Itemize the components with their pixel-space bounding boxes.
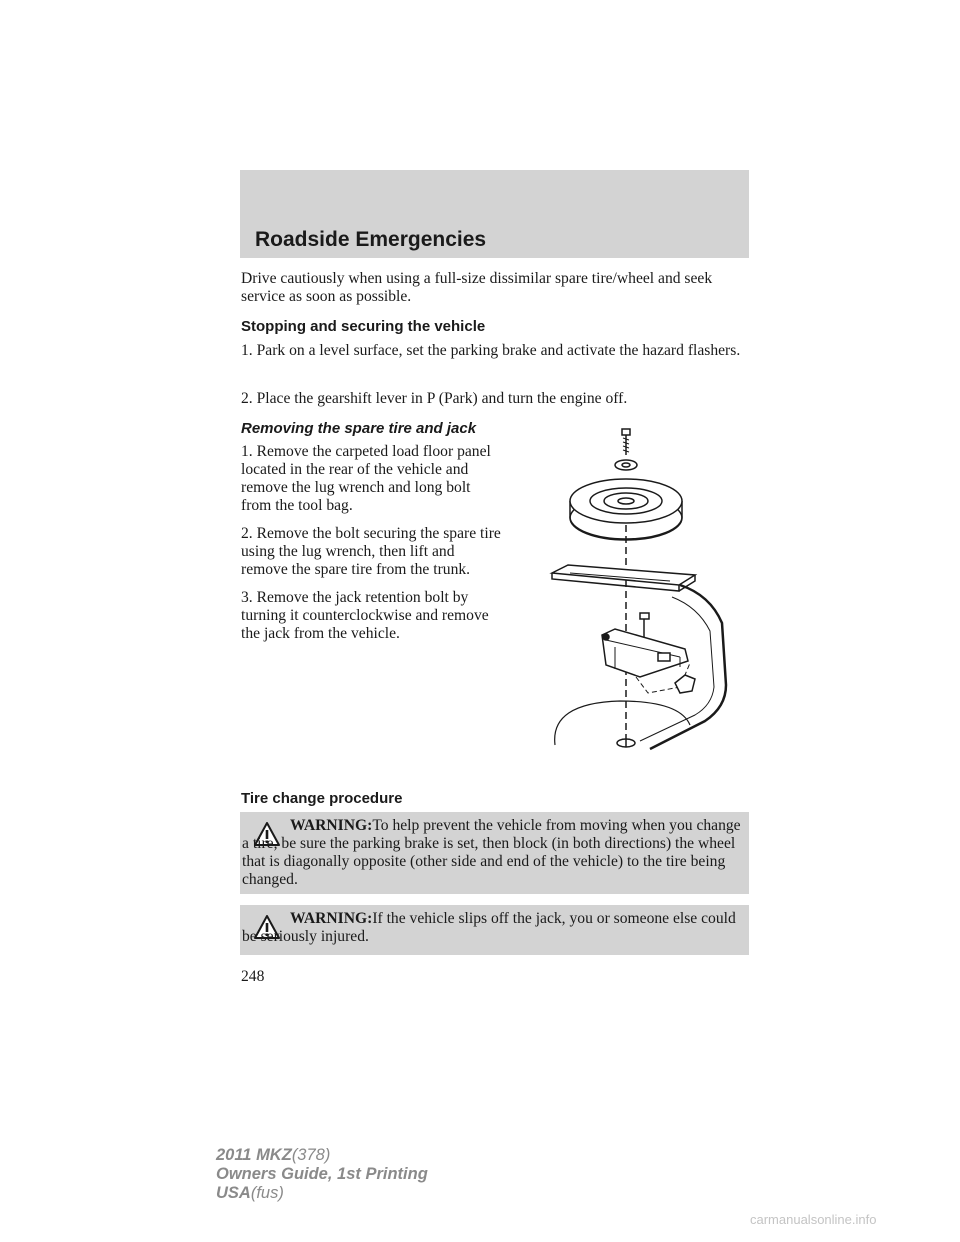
removing-step-2: 2. Remove the bolt securing the spare tire using the lug wrench, then lift and remove the spare tire from the trunk. xyxy=(241,525,501,578)
spare-tire-jack-illustration xyxy=(540,425,740,755)
removing-step-3: 3. Remove the jack retention bolt by turning it counterclockwise and remove the jack from the vehicle. xyxy=(241,589,489,642)
warning-box-1 xyxy=(240,812,749,894)
intro-paragraph: Drive cautiously when using a full-size dissimilar spare tire/wheel and seek service as soon as possible. xyxy=(241,270,713,305)
stopping-step-1: 1. Park on a level surface, set the parking brake and activate the hazard flashers. xyxy=(241,342,741,359)
removing-heading: Removing the spare tire and jack xyxy=(241,420,477,437)
page-number: 248 xyxy=(241,968,265,985)
warning-text-1 xyxy=(242,817,742,889)
warning-text-2 xyxy=(242,910,742,946)
removing-step-1: 1. Remove the carpeted load floor panel located in the rear of the vehicle and remove the lug wrench and long bolt from the tool bag. xyxy=(241,443,491,514)
stopping-step-2: 2. Place the gearshift lever in P (Park) and turn the engine off. xyxy=(241,390,628,407)
tire-change-heading: Tire change procedure xyxy=(241,790,403,807)
warning-label-1: WARNING: xyxy=(290,817,373,834)
footer-line-1: 2011 MKZ(378) xyxy=(216,1146,331,1164)
print-footer xyxy=(216,1146,428,1203)
watermark-link[interactable]: carmanualsonline.info xyxy=(750,1212,877,1227)
warning-label-2: WARNING: xyxy=(290,910,373,927)
stopping-heading: Stopping and securing the vehicle xyxy=(241,318,486,335)
footer-line-2: Owners Guide, 1st Printing xyxy=(216,1165,428,1183)
footer-line-3: USA(fus) xyxy=(216,1184,284,1202)
warning-body-1: To help prevent the vehicle from moving when you change a tire, be sure the parking brake is set, then block (in both directions) the wheel that is diagonally opposite (other side and end of the vehicle) to the tire being changed. xyxy=(242,817,741,888)
warning-body-2: If the vehicle slips off the jack, you or someone else could be seriously injured. xyxy=(242,910,736,945)
section-title: Roadside Emergencies xyxy=(255,228,487,251)
warning-box-2 xyxy=(240,905,749,955)
